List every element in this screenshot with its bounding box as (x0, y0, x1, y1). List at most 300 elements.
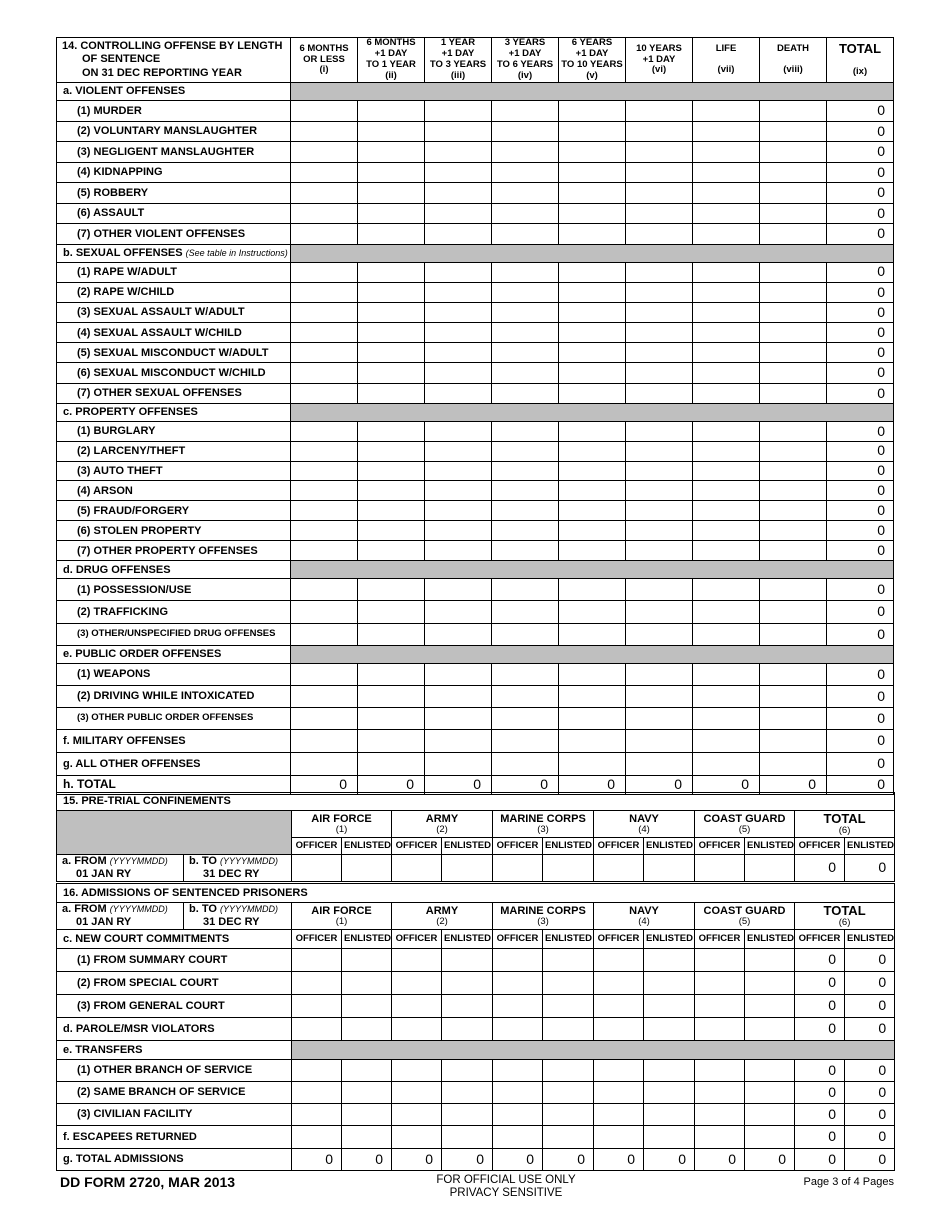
entry-cell[interactable] (626, 101, 693, 122)
entry-cell[interactable] (559, 481, 626, 501)
entry-cell[interactable] (760, 142, 827, 163)
entry-cell[interactable] (626, 623, 693, 645)
s15-cell[interactable] (695, 855, 745, 882)
entry-cell[interactable] (693, 707, 760, 729)
entry-cell[interactable] (693, 363, 760, 383)
entry-cell[interactable] (342, 1018, 392, 1041)
entry-cell[interactable] (693, 383, 760, 403)
s15-cell[interactable] (594, 855, 644, 882)
entry-cell[interactable] (291, 343, 358, 363)
entry-cell[interactable] (291, 601, 358, 623)
entry-cell[interactable] (342, 1126, 392, 1149)
entry-cell[interactable] (626, 579, 693, 601)
entry-cell[interactable] (626, 262, 693, 282)
entry-cell[interactable] (492, 363, 559, 383)
entry-cell[interactable] (543, 995, 594, 1018)
entry-cell[interactable] (442, 972, 493, 995)
entry-cell[interactable] (425, 302, 492, 322)
entry-cell[interactable] (492, 383, 559, 403)
entry-cell[interactable] (358, 481, 425, 501)
entry-cell[interactable] (559, 343, 626, 363)
entry-cell[interactable] (745, 1018, 795, 1041)
entry-cell[interactable] (392, 1060, 442, 1082)
entry-cell[interactable] (695, 949, 745, 972)
entry-cell[interactable] (492, 461, 559, 481)
entry-cell[interactable] (358, 601, 425, 623)
entry-cell[interactable] (358, 663, 425, 685)
entry-cell[interactable] (358, 262, 425, 282)
entry-cell[interactable] (594, 1104, 644, 1126)
entry-cell[interactable] (425, 441, 492, 461)
entry-cell[interactable] (644, 1018, 695, 1041)
entry-cell[interactable] (760, 663, 827, 685)
entry-cell[interactable] (358, 343, 425, 363)
entry-cell[interactable] (492, 121, 559, 142)
entry-cell[interactable] (492, 601, 559, 623)
entry-cell[interactable] (693, 162, 760, 183)
entry-cell[interactable] (291, 282, 358, 302)
entry-cell[interactable] (492, 623, 559, 645)
entry-cell[interactable] (626, 383, 693, 403)
entry-cell[interactable] (693, 579, 760, 601)
entry-cell[interactable] (559, 752, 626, 775)
entry-cell[interactable] (695, 1126, 745, 1149)
entry-cell[interactable] (425, 707, 492, 729)
entry-cell[interactable] (291, 729, 358, 752)
entry-cell[interactable] (342, 1082, 392, 1104)
entry-cell[interactable] (559, 663, 626, 685)
entry-cell[interactable] (425, 363, 492, 383)
entry-cell[interactable] (626, 162, 693, 183)
entry-cell[interactable] (392, 1126, 442, 1149)
entry-cell[interactable] (358, 521, 425, 541)
entry-cell[interactable] (425, 729, 492, 752)
entry-cell[interactable] (760, 729, 827, 752)
entry-cell[interactable] (492, 282, 559, 302)
entry-cell[interactable] (626, 302, 693, 322)
entry-cell[interactable] (644, 1060, 695, 1082)
entry-cell[interactable] (644, 1082, 695, 1104)
entry-cell[interactable] (425, 501, 492, 521)
entry-cell[interactable] (291, 541, 358, 561)
entry-cell[interactable] (760, 685, 827, 707)
entry-cell[interactable] (358, 203, 425, 224)
entry-cell[interactable] (626, 224, 693, 245)
entry-cell[interactable] (626, 363, 693, 383)
entry-cell[interactable] (492, 541, 559, 561)
entry-cell[interactable] (760, 383, 827, 403)
entry-cell[interactable] (644, 1104, 695, 1126)
entry-cell[interactable] (559, 282, 626, 302)
entry-cell[interactable] (358, 441, 425, 461)
entry-cell[interactable] (559, 601, 626, 623)
entry-cell[interactable] (760, 707, 827, 729)
entry-cell[interactable] (693, 282, 760, 302)
entry-cell[interactable] (342, 972, 392, 995)
entry-cell[interactable] (425, 752, 492, 775)
entry-cell[interactable] (693, 623, 760, 645)
entry-cell[interactable] (760, 302, 827, 322)
entry-cell[interactable] (559, 142, 626, 163)
entry-cell[interactable] (626, 752, 693, 775)
entry-cell[interactable] (392, 972, 442, 995)
entry-cell[interactable] (442, 1060, 493, 1082)
entry-cell[interactable] (291, 421, 358, 441)
entry-cell[interactable] (492, 262, 559, 282)
entry-cell[interactable] (594, 1018, 644, 1041)
entry-cell[interactable] (492, 729, 559, 752)
entry-cell[interactable] (492, 752, 559, 775)
entry-cell[interactable] (358, 162, 425, 183)
entry-cell[interactable] (559, 421, 626, 441)
entry-cell[interactable] (358, 142, 425, 163)
entry-cell[interactable] (358, 302, 425, 322)
entry-cell[interactable] (492, 183, 559, 204)
entry-cell[interactable] (291, 501, 358, 521)
entry-cell[interactable] (425, 601, 492, 623)
entry-cell[interactable] (559, 441, 626, 461)
entry-cell[interactable] (543, 972, 594, 995)
entry-cell[interactable] (291, 262, 358, 282)
entry-cell[interactable] (559, 224, 626, 245)
entry-cell[interactable] (425, 623, 492, 645)
entry-cell[interactable] (543, 1082, 594, 1104)
entry-cell[interactable] (425, 481, 492, 501)
entry-cell[interactable] (425, 282, 492, 302)
entry-cell[interactable] (425, 579, 492, 601)
entry-cell[interactable] (358, 579, 425, 601)
entry-cell[interactable] (559, 323, 626, 343)
entry-cell[interactable] (358, 685, 425, 707)
entry-cell[interactable] (292, 1018, 342, 1041)
entry-cell[interactable] (760, 262, 827, 282)
entry-cell[interactable] (291, 707, 358, 729)
entry-cell[interactable] (493, 949, 543, 972)
entry-cell[interactable] (493, 1060, 543, 1082)
entry-cell[interactable] (626, 121, 693, 142)
entry-cell[interactable] (291, 685, 358, 707)
entry-cell[interactable] (425, 461, 492, 481)
entry-cell[interactable] (693, 685, 760, 707)
entry-cell[interactable] (425, 323, 492, 343)
entry-cell[interactable] (358, 623, 425, 645)
entry-cell[interactable] (693, 121, 760, 142)
entry-cell[interactable] (291, 481, 358, 501)
entry-cell[interactable] (695, 1104, 745, 1126)
entry-cell[interactable] (760, 441, 827, 461)
entry-cell[interactable] (425, 162, 492, 183)
entry-cell[interactable] (425, 224, 492, 245)
entry-cell[interactable] (392, 1104, 442, 1126)
entry-cell[interactable] (425, 663, 492, 685)
entry-cell[interactable] (693, 501, 760, 521)
entry-cell[interactable] (695, 1060, 745, 1082)
entry-cell[interactable] (760, 343, 827, 363)
entry-cell[interactable] (760, 601, 827, 623)
entry-cell[interactable] (492, 663, 559, 685)
entry-cell[interactable] (291, 461, 358, 481)
entry-cell[interactable] (492, 224, 559, 245)
entry-cell[interactable] (442, 1126, 493, 1149)
entry-cell[interactable] (425, 203, 492, 224)
entry-cell[interactable] (594, 995, 644, 1018)
entry-cell[interactable] (291, 521, 358, 541)
entry-cell[interactable] (493, 1126, 543, 1149)
entry-cell[interactable] (358, 183, 425, 204)
entry-cell[interactable] (626, 343, 693, 363)
entry-cell[interactable] (693, 343, 760, 363)
entry-cell[interactable] (594, 1082, 644, 1104)
entry-cell[interactable] (291, 101, 358, 122)
entry-cell[interactable] (425, 343, 492, 363)
entry-cell[interactable] (693, 541, 760, 561)
entry-cell[interactable] (559, 203, 626, 224)
entry-cell[interactable] (626, 421, 693, 441)
entry-cell[interactable] (644, 1126, 695, 1149)
entry-cell[interactable] (760, 579, 827, 601)
entry-cell[interactable] (760, 183, 827, 204)
s15-cell[interactable] (292, 855, 342, 882)
entry-cell[interactable] (342, 949, 392, 972)
entry-cell[interactable] (760, 162, 827, 183)
entry-cell[interactable] (358, 101, 425, 122)
entry-cell[interactable] (342, 995, 392, 1018)
entry-cell[interactable] (292, 1126, 342, 1149)
entry-cell[interactable] (493, 1018, 543, 1041)
entry-cell[interactable] (644, 949, 695, 972)
entry-cell[interactable] (492, 323, 559, 343)
entry-cell[interactable] (291, 302, 358, 322)
entry-cell[interactable] (695, 1018, 745, 1041)
entry-cell[interactable] (493, 995, 543, 1018)
entry-cell[interactable] (693, 224, 760, 245)
entry-cell[interactable] (559, 302, 626, 322)
entry-cell[interactable] (594, 1126, 644, 1149)
entry-cell[interactable] (442, 995, 493, 1018)
entry-cell[interactable] (760, 623, 827, 645)
entry-cell[interactable] (693, 461, 760, 481)
entry-cell[interactable] (342, 1060, 392, 1082)
entry-cell[interactable] (425, 541, 492, 561)
entry-cell[interactable] (693, 441, 760, 461)
entry-cell[interactable] (291, 142, 358, 163)
entry-cell[interactable] (492, 101, 559, 122)
entry-cell[interactable] (291, 203, 358, 224)
entry-cell[interactable] (493, 1104, 543, 1126)
entry-cell[interactable] (693, 481, 760, 501)
entry-cell[interactable] (745, 972, 795, 995)
entry-cell[interactable] (559, 623, 626, 645)
entry-cell[interactable] (626, 441, 693, 461)
entry-cell[interactable] (358, 282, 425, 302)
entry-cell[interactable] (559, 541, 626, 561)
entry-cell[interactable] (760, 323, 827, 343)
entry-cell[interactable] (693, 302, 760, 322)
entry-cell[interactable] (626, 541, 693, 561)
entry-cell[interactable] (745, 995, 795, 1018)
entry-cell[interactable] (626, 707, 693, 729)
entry-cell[interactable] (492, 685, 559, 707)
entry-cell[interactable] (745, 1104, 795, 1126)
entry-cell[interactable] (492, 501, 559, 521)
entry-cell[interactable] (358, 323, 425, 343)
entry-cell[interactable] (693, 323, 760, 343)
entry-cell[interactable] (392, 1018, 442, 1041)
entry-cell[interactable] (442, 949, 493, 972)
entry-cell[interactable] (292, 995, 342, 1018)
entry-cell[interactable] (695, 972, 745, 995)
entry-cell[interactable] (425, 142, 492, 163)
entry-cell[interactable] (559, 101, 626, 122)
entry-cell[interactable] (291, 323, 358, 343)
entry-cell[interactable] (358, 501, 425, 521)
entry-cell[interactable] (292, 1104, 342, 1126)
entry-cell[interactable] (693, 729, 760, 752)
entry-cell[interactable] (292, 949, 342, 972)
entry-cell[interactable] (392, 995, 442, 1018)
entry-cell[interactable] (543, 1018, 594, 1041)
entry-cell[interactable] (392, 949, 442, 972)
entry-cell[interactable] (559, 363, 626, 383)
entry-cell[interactable] (492, 707, 559, 729)
entry-cell[interactable] (492, 521, 559, 541)
entry-cell[interactable] (693, 421, 760, 441)
entry-cell[interactable] (626, 142, 693, 163)
entry-cell[interactable] (442, 1018, 493, 1041)
entry-cell[interactable] (559, 685, 626, 707)
entry-cell[interactable] (760, 481, 827, 501)
entry-cell[interactable] (745, 1126, 795, 1149)
entry-cell[interactable] (760, 521, 827, 541)
entry-cell[interactable] (594, 1060, 644, 1082)
entry-cell[interactable] (559, 121, 626, 142)
entry-cell[interactable] (493, 1082, 543, 1104)
entry-cell[interactable] (626, 481, 693, 501)
entry-cell[interactable] (492, 579, 559, 601)
entry-cell[interactable] (626, 183, 693, 204)
entry-cell[interactable] (559, 521, 626, 541)
s15-cell[interactable] (493, 855, 543, 882)
entry-cell[interactable] (493, 972, 543, 995)
entry-cell[interactable] (626, 729, 693, 752)
entry-cell[interactable] (594, 949, 644, 972)
entry-cell[interactable] (745, 1082, 795, 1104)
s15-cell[interactable] (644, 855, 695, 882)
entry-cell[interactable] (594, 972, 644, 995)
entry-cell[interactable] (358, 752, 425, 775)
entry-cell[interactable] (492, 302, 559, 322)
entry-cell[interactable] (291, 579, 358, 601)
entry-cell[interactable] (292, 1082, 342, 1104)
entry-cell[interactable] (543, 1126, 594, 1149)
entry-cell[interactable] (626, 663, 693, 685)
s15-cell[interactable] (342, 855, 392, 882)
entry-cell[interactable] (492, 481, 559, 501)
entry-cell[interactable] (425, 121, 492, 142)
entry-cell[interactable] (559, 707, 626, 729)
entry-cell[interactable] (626, 521, 693, 541)
entry-cell[interactable] (693, 663, 760, 685)
entry-cell[interactable] (644, 972, 695, 995)
entry-cell[interactable] (442, 1104, 493, 1126)
entry-cell[interactable] (559, 162, 626, 183)
entry-cell[interactable] (292, 972, 342, 995)
entry-cell[interactable] (358, 461, 425, 481)
entry-cell[interactable] (626, 323, 693, 343)
entry-cell[interactable] (291, 663, 358, 685)
entry-cell[interactable] (693, 142, 760, 163)
entry-cell[interactable] (559, 262, 626, 282)
entry-cell[interactable] (760, 121, 827, 142)
entry-cell[interactable] (292, 1060, 342, 1082)
entry-cell[interactable] (358, 729, 425, 752)
entry-cell[interactable] (291, 121, 358, 142)
entry-cell[interactable] (760, 363, 827, 383)
entry-cell[interactable] (291, 224, 358, 245)
entry-cell[interactable] (358, 707, 425, 729)
entry-cell[interactable] (626, 501, 693, 521)
entry-cell[interactable] (559, 501, 626, 521)
entry-cell[interactable] (693, 101, 760, 122)
s15-from-date[interactable]: a. FROM (YYYYMMDD) 01 JAN RY (57, 855, 184, 882)
entry-cell[interactable] (760, 752, 827, 775)
entry-cell[interactable] (543, 1060, 594, 1082)
entry-cell[interactable] (425, 383, 492, 403)
entry-cell[interactable] (760, 101, 827, 122)
entry-cell[interactable] (760, 501, 827, 521)
entry-cell[interactable] (291, 752, 358, 775)
entry-cell[interactable] (693, 752, 760, 775)
entry-cell[interactable] (425, 421, 492, 441)
s16-to-date[interactable]: b. TO (YYYYMMDD) 31 DEC RY (184, 903, 292, 930)
entry-cell[interactable] (626, 461, 693, 481)
s15-cell[interactable] (745, 855, 795, 882)
s16-from-date[interactable]: a. FROM (YYYYMMDD) 01 JAN RY (57, 903, 184, 930)
entry-cell[interactable] (760, 541, 827, 561)
entry-cell[interactable] (492, 142, 559, 163)
entry-cell[interactable] (291, 441, 358, 461)
entry-cell[interactable] (760, 282, 827, 302)
entry-cell[interactable] (425, 101, 492, 122)
entry-cell[interactable] (358, 224, 425, 245)
entry-cell[interactable] (543, 1104, 594, 1126)
entry-cell[interactable] (693, 521, 760, 541)
entry-cell[interactable] (392, 1082, 442, 1104)
entry-cell[interactable] (492, 203, 559, 224)
entry-cell[interactable] (358, 383, 425, 403)
entry-cell[interactable] (695, 1082, 745, 1104)
entry-cell[interactable] (745, 1060, 795, 1082)
entry-cell[interactable] (760, 224, 827, 245)
entry-cell[interactable] (358, 541, 425, 561)
s15-cell[interactable] (392, 855, 442, 882)
s15-to-date[interactable]: b. TO (YYYYMMDD) 31 DEC RY (184, 855, 292, 882)
entry-cell[interactable] (358, 363, 425, 383)
entry-cell[interactable] (626, 203, 693, 224)
entry-cell[interactable] (425, 521, 492, 541)
entry-cell[interactable] (291, 162, 358, 183)
entry-cell[interactable] (425, 685, 492, 707)
entry-cell[interactable] (626, 685, 693, 707)
entry-cell[interactable] (492, 162, 559, 183)
entry-cell[interactable] (626, 601, 693, 623)
entry-cell[interactable] (760, 421, 827, 441)
entry-cell[interactable] (543, 949, 594, 972)
entry-cell[interactable] (358, 121, 425, 142)
entry-cell[interactable] (693, 262, 760, 282)
entry-cell[interactable] (760, 461, 827, 481)
entry-cell[interactable] (291, 183, 358, 204)
